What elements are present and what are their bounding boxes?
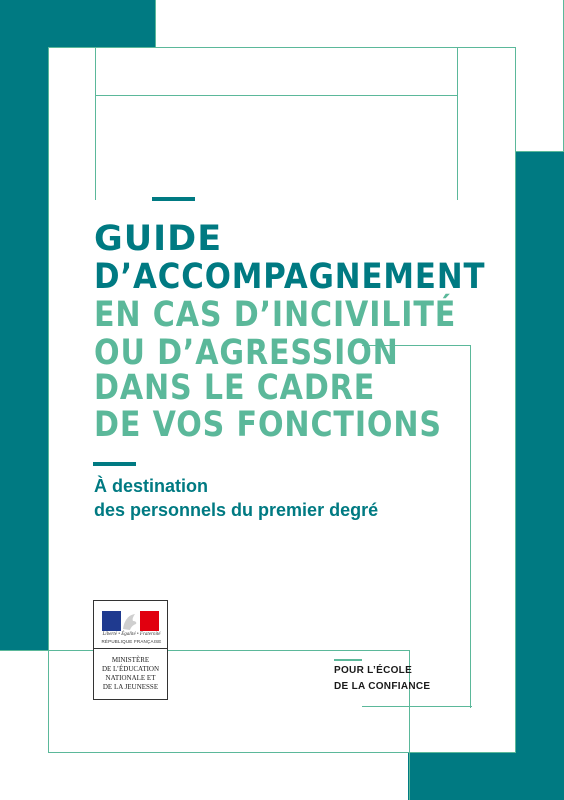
slogan-accent [334, 659, 362, 661]
frame-inner-top-cover [97, 95, 457, 205]
ministry-line-4: DE LA JEUNESSE [102, 683, 159, 691]
slogan [334, 663, 430, 695]
ministry-line-1: MINISTÈRE [111, 656, 150, 664]
title-line-3: EN CAS D’INCIVILITÉ [94, 295, 457, 335]
frame-inner-top-line [95, 95, 458, 96]
title-line-1: GUIDE [94, 219, 223, 259]
frame-inner-top-line-right [457, 47, 458, 96]
logo-ministry-name [95, 656, 166, 692]
ministry-line-3: NATIONALE ET [105, 674, 156, 682]
title-line-5: DANS LE CADRE [94, 368, 376, 408]
ministry-line-2: DE L’ÉDUCATION [101, 665, 160, 673]
logo-divider [94, 648, 167, 649]
slogan-line-2: DE LA CONFIANCE [334, 681, 431, 692]
logo-motto: Liberté • Égalité • Fraternité [102, 632, 161, 637]
title-accent-dash [152, 197, 195, 201]
subtitle-line-1: À destination [94, 476, 209, 496]
frame-inner-top-line-left [95, 95, 96, 200]
slogan-line-1: POUR L’ÉCOLE [334, 665, 413, 676]
title-line-2: D’ACCOMPAGNEMENT [94, 257, 486, 297]
subtitle-line-2: des personnels du premier degré [94, 500, 379, 520]
frame-bottom-strip-fill [0, 754, 408, 800]
subtitle [94, 474, 378, 522]
title-line-6: DE VOS FONCTIONS [94, 405, 442, 445]
ministry-logo [93, 600, 168, 700]
subtitle-accent-dash [93, 462, 136, 466]
logo-republic: RÉPUBLIQUE FRANÇAISE [101, 639, 162, 644]
marianne-flag-icon [102, 611, 159, 631]
title-line-4: OU D’AGRESSION [94, 333, 399, 373]
